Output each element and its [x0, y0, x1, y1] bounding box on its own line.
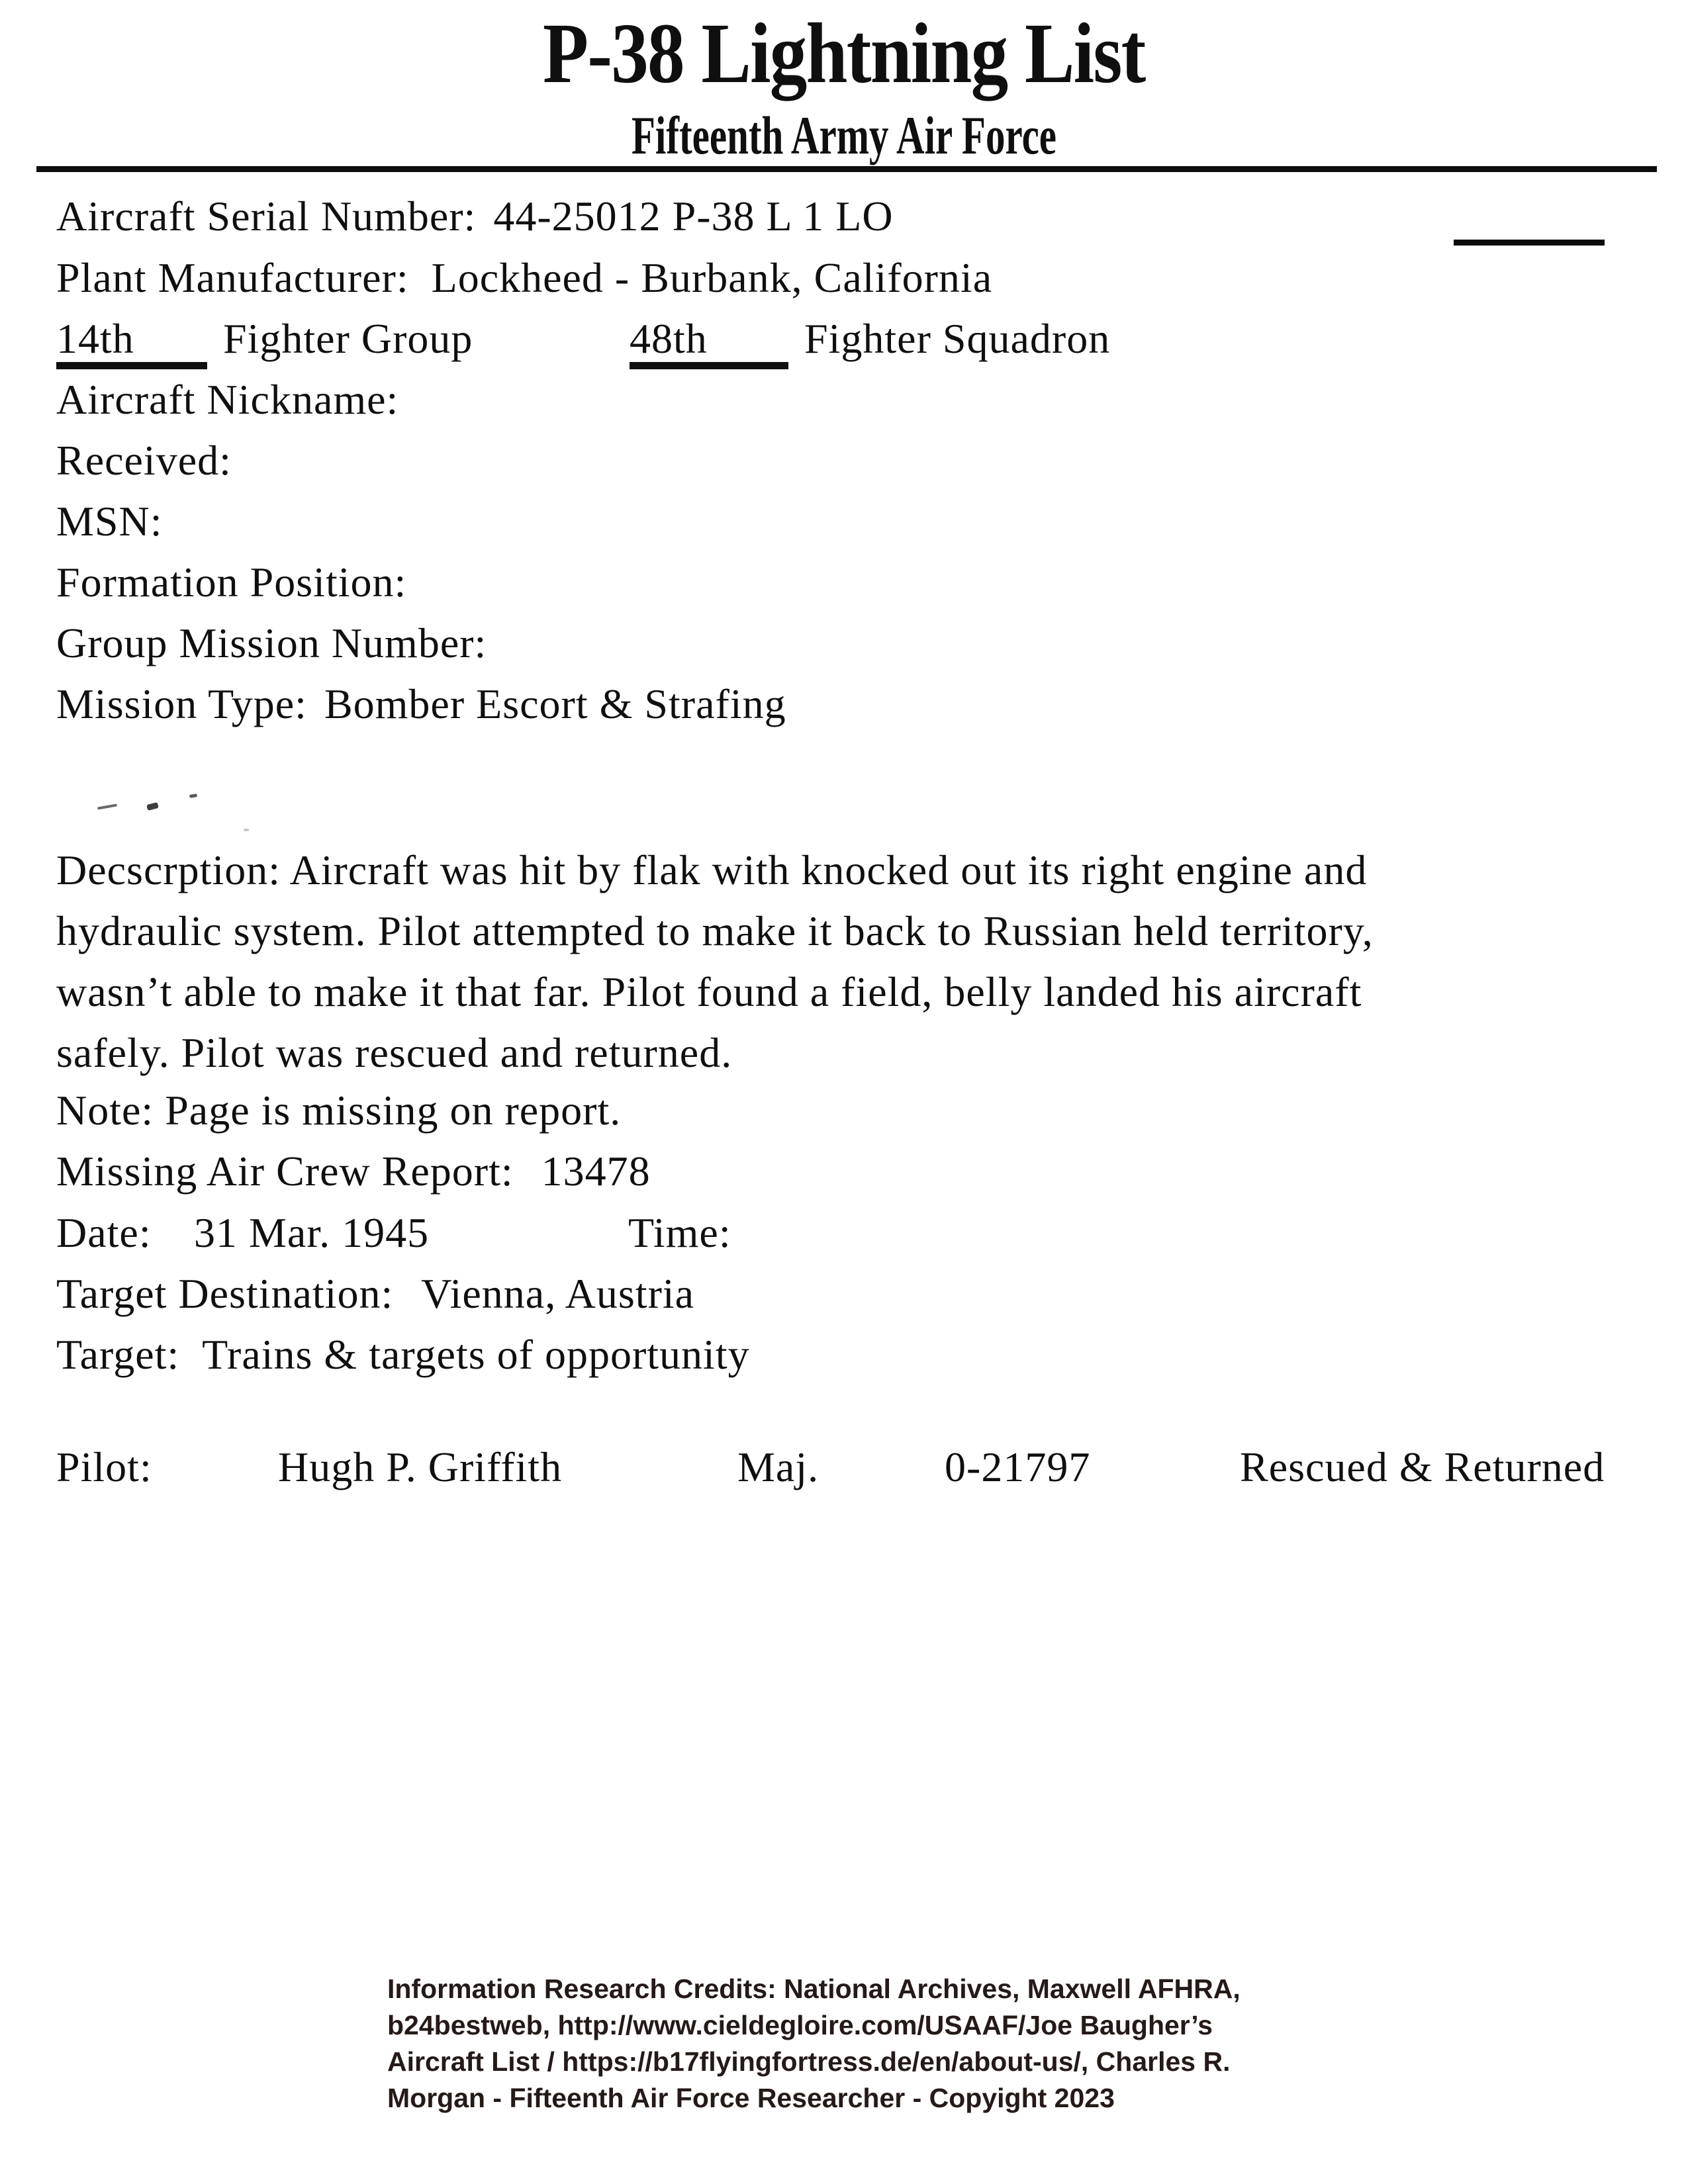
description-line: wasn’t able to make it that far. Pilot found a field, belly landed his aircraft [56, 968, 1362, 1015]
field-macr [56, 1147, 1685, 1196]
field-group-squadron [56, 314, 1685, 367]
pilot-name: Hugh P. Griffith [278, 1443, 563, 1490]
page-subtitle-text: Fifteenth Army Air Force [631, 105, 1057, 165]
field-received [56, 436, 1685, 485]
pilot-label: Pilot: [56, 1443, 152, 1490]
pilot-status: Rescued & Returned [1240, 1443, 1605, 1490]
field-date-time [56, 1208, 1685, 1261]
description-line: Decscrption: Aircraft was hit by flak with knocked out its right engine and [56, 846, 1368, 893]
pilot-serial: 0-21797 [945, 1443, 1091, 1490]
description-line: hydraulic system. Pilot attempted to make it back to Russian held territory, [56, 907, 1374, 954]
target-label: Target: [56, 1331, 180, 1378]
blank-line [1454, 240, 1605, 246]
credits-line: Information Research Credits: National Archives, Maxwell AFHRA, [387, 1974, 1241, 2004]
field-formation-position [56, 558, 1685, 607]
nickname-label: Aircraft Nickname: [56, 376, 399, 423]
macr-label: Missing Air Crew Report: [56, 1148, 514, 1195]
credits-line: Morgan - Fifteenth Air Force Researcher - Copyight 2023 [387, 2083, 1115, 2113]
field-plant-manufacturer [56, 253, 1685, 302]
scan-artifact [189, 794, 198, 798]
scan-artifact [146, 802, 159, 811]
credits-block [387, 1971, 1446, 2116]
target-destination-label: Target Destination: [56, 1270, 394, 1317]
page-title [0, 4, 1688, 103]
plant-value: Lockheed - Burbank, California [431, 254, 993, 301]
pilot-rank: Maj. [737, 1443, 820, 1490]
field-nickname [56, 375, 1685, 424]
credits-line: b24bestweb, http://www.cieldegloire.com/USAAF/Joe Baugher’s [387, 2010, 1213, 2040]
serial-number-value: 44-25012 P-38 L 1 LO [493, 193, 894, 240]
report-note: Note: Page is missing on report. [56, 1087, 622, 1134]
field-msn [56, 497, 1685, 546]
mission-type-value: Bomber Escort & Strafing [324, 680, 786, 727]
plant-label: Plant Manufacturer: [56, 254, 409, 301]
field-mission-type [56, 680, 1685, 729]
mission-type-label: Mission Type: [56, 680, 307, 727]
page-subtitle [0, 105, 1688, 167]
field-target-destination [56, 1269, 1685, 1318]
fighter-squadron-label: Fighter Squadron [804, 315, 1111, 362]
date-value: 31 Mar. 1945 [194, 1209, 430, 1256]
received-label: Received: [56, 437, 232, 484]
macr-value: 13478 [541, 1148, 651, 1195]
scan-artifact [244, 829, 249, 831]
header-divider [36, 166, 1657, 172]
field-target [56, 1330, 1685, 1379]
fighter-group-label: Fighter Group [223, 315, 473, 362]
scan-artifact [97, 803, 117, 809]
target-destination-value: Vienna, Austria [421, 1270, 695, 1317]
page-title-text: P-38 Lightning List [543, 6, 1145, 101]
fighter-squadron-number: 48th [630, 314, 788, 369]
fighter-group-number: 14th [56, 314, 207, 369]
formation-position-label: Formation Position: [56, 559, 407, 606]
time-label: Time: [628, 1209, 731, 1256]
msn-label: MSN: [56, 498, 163, 545]
group-mission-number-label: Group Mission Number: [56, 619, 487, 666]
serial-number-label: Aircraft Serial Number: [56, 193, 477, 240]
date-label: Date: [56, 1209, 152, 1256]
credits-line: Aircraft List / https://b17flyingfortress.de/en/about-us/, Charles R. [387, 2046, 1231, 2077]
field-serial-number [56, 192, 1685, 241]
pilot-row [56, 1443, 1685, 1496]
description-line: safely. Pilot was rescued and returned. [56, 1029, 733, 1076]
target-value: Trains & targets of opportunity [202, 1331, 750, 1378]
field-group-mission-number [56, 619, 1685, 668]
